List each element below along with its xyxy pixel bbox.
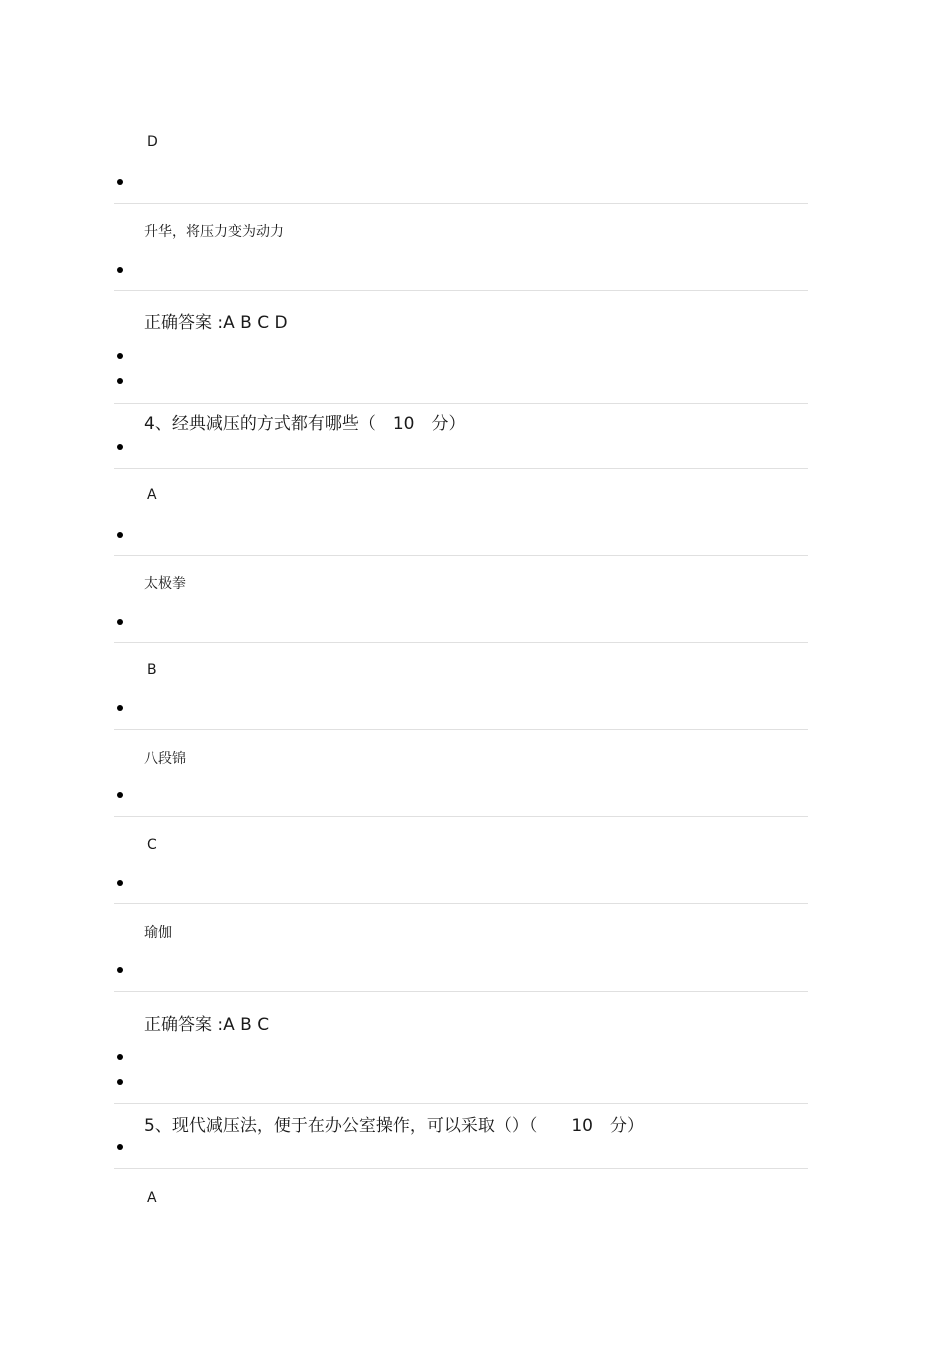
option-letter-d: D xyxy=(147,134,158,150)
option-letter-c: C xyxy=(147,837,157,853)
radio-option-c[interactable] xyxy=(117,880,123,886)
divider xyxy=(114,555,808,556)
option-text-c: 瑜伽 xyxy=(144,925,172,941)
divider xyxy=(114,290,808,291)
divider xyxy=(114,729,808,730)
correct-answer-q4: 正确答案 :A B C xyxy=(144,1015,270,1035)
question-5-title: 5、现代减压法，便于在办公室操作，可以采取（）（ 10 分） xyxy=(144,1116,644,1136)
bullet xyxy=(117,1144,123,1150)
divider xyxy=(114,403,808,404)
option-text-d: 升华，将压力变为动力 xyxy=(144,224,284,240)
divider xyxy=(114,468,808,469)
option-letter-a: A xyxy=(147,487,157,503)
bullet xyxy=(117,378,123,384)
bullet xyxy=(117,967,123,973)
question-4-title: 4、经典减压的方式都有哪些（ 10 分） xyxy=(144,414,466,434)
bullet xyxy=(117,1054,123,1060)
bullet xyxy=(117,792,123,798)
option-text-b: 八段锦 xyxy=(144,751,186,767)
bullet xyxy=(117,267,123,273)
bullet xyxy=(117,353,123,359)
radio-option-a[interactable] xyxy=(117,532,123,538)
divider xyxy=(114,991,808,992)
divider xyxy=(114,816,808,817)
divider xyxy=(114,1103,808,1104)
divider xyxy=(114,1168,808,1169)
bullet xyxy=(117,1079,123,1085)
option-text-a: 太极拳 xyxy=(144,576,186,592)
radio-option-b[interactable] xyxy=(117,705,123,711)
option-letter-a-q5: A xyxy=(147,1190,157,1206)
radio-option-d[interactable] xyxy=(117,179,123,185)
divider xyxy=(114,903,808,904)
divider xyxy=(114,203,808,204)
bullet xyxy=(117,444,123,450)
correct-answer-q3: 正确答案 :A B C D xyxy=(144,313,288,333)
bullet xyxy=(117,619,123,625)
divider xyxy=(114,642,808,643)
option-letter-b: B xyxy=(147,662,157,678)
